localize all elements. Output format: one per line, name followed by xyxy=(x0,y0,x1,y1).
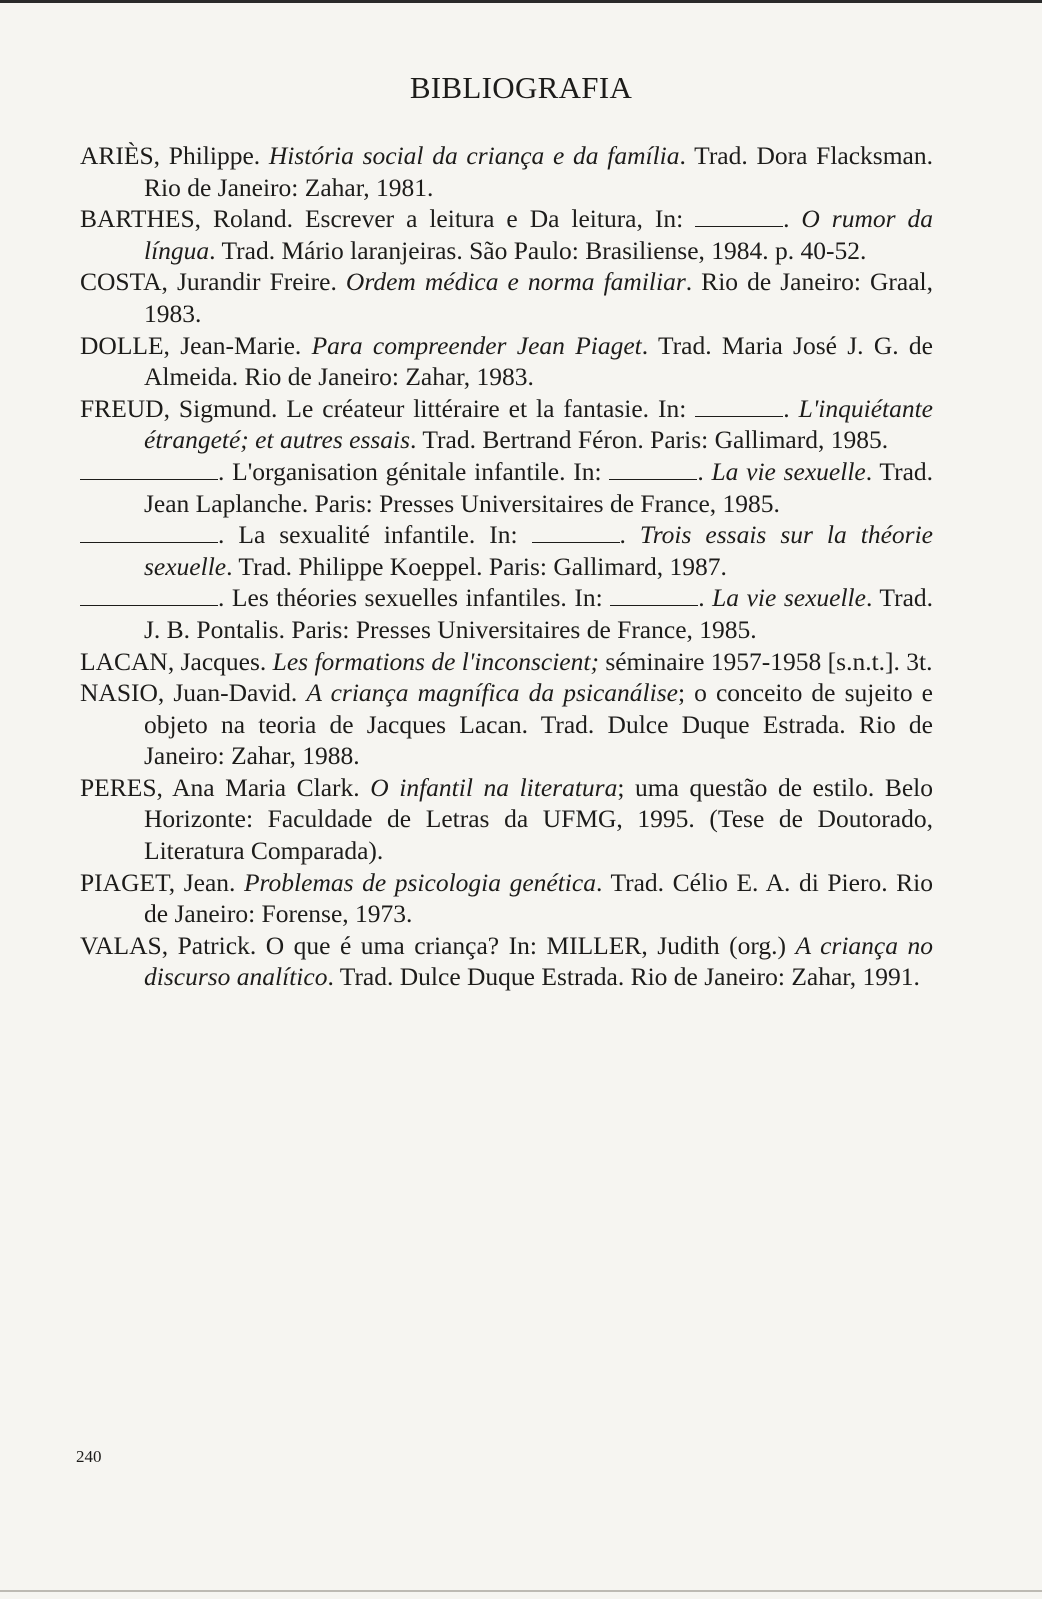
entry-title: La vie sexuelle xyxy=(712,583,866,613)
ditto-rule xyxy=(532,524,620,543)
entry-details: ; o conceito de sujeito e objeto na teoria de Jacques Lacan. Trad. Dulce Duque Estrada. Rio de Janeiro: Zahar, 1988. xyxy=(144,678,933,771)
entry-details: . Rio de Janeiro: Graal, 1983. xyxy=(144,267,933,328)
entry-title: L'inquiétante étrangeté; et autres essais xyxy=(144,393,934,455)
entry-title: Para compreender Jean Piaget xyxy=(311,330,642,360)
entry-author: NASIO, Juan-David. xyxy=(80,678,307,708)
entry-chapter: Le créateur littéraire et la fantasie. In: xyxy=(286,393,696,423)
entry-chapter: O que é uma criança? In: MILLER, Judith (org.) xyxy=(265,930,796,960)
entry-author: VALAS, Patrick. xyxy=(80,930,266,960)
entry-title: Problemas de psicologia genética xyxy=(243,867,596,897)
entry-chapter: La sexualité infantile. In: xyxy=(238,520,532,550)
entry-details: . Trad. Dora Flacksman. Rio de Janeiro: Zahar, 1981. xyxy=(144,141,934,202)
entry-separator: . xyxy=(218,583,232,613)
entry-title: La vie sexuelle xyxy=(711,456,866,486)
page-title: BIBLIOGRAFIA xyxy=(409,70,633,105)
bibliography-entry-lacan xyxy=(80,646,933,678)
entry-separator: . xyxy=(697,456,712,486)
entry-separator: . xyxy=(218,456,233,486)
entry-author: PERES, Ana Maria Clark. xyxy=(80,772,371,802)
entry-details: . Trad. Dulce Duque Estrada. Rio de Janeiro: Zahar, 1991. xyxy=(327,962,920,992)
bibliography-entry-dolle xyxy=(80,330,933,393)
bibliography-entry-costa xyxy=(80,266,933,329)
entry-details: . Trad. Jean Laplanche. Paris: Presses Universitaires de France, 1985. xyxy=(144,456,934,518)
bibliography-entry-freud-organisation xyxy=(80,456,933,519)
bibliography-entry-freud-sexualite xyxy=(80,519,933,582)
page-number: 240 xyxy=(76,1447,102,1466)
entry-title: Les formations de l'inconscient; xyxy=(272,646,599,676)
entry-title: A criança magnífica da psicanálise xyxy=(306,678,678,708)
entry-title: O rumor da língua xyxy=(144,204,933,265)
bibliography-entry-freud xyxy=(80,393,933,456)
entry-author: LACAN, Jacques. xyxy=(80,646,273,676)
entry-author: DOLLE, Jean-Marie. xyxy=(80,330,312,360)
entry-details: séminaire 1957-1958 [s.n.t.]. 3t. xyxy=(598,646,933,676)
entry-separator: . xyxy=(783,393,799,423)
entry-author: COSTA, Jurandir Freire. xyxy=(80,267,346,297)
bibliography-entry-peres xyxy=(80,772,933,867)
entry-details: . Trad. Célio E. A. di Piero. Rio de Janeiro: Forense, 1973. xyxy=(144,867,933,929)
ditto-author-rule xyxy=(80,587,218,606)
ditto-author-rule xyxy=(80,524,218,543)
entry-chapter: Les théories sexuelles infantiles. In: xyxy=(231,583,611,613)
ditto-author-rule xyxy=(80,461,218,480)
entry-chapter: L'organisation génitale infantile. In: xyxy=(232,456,610,486)
bottom-scan-border xyxy=(0,1590,1042,1592)
entry-title: Trois essais sur la théorie sexuelle xyxy=(144,520,933,581)
entry-details: . Trad. Bertrand Féron. Paris: Gallimard, 1985. xyxy=(410,425,889,455)
bibliography-entry-freud-theories xyxy=(80,582,933,645)
entry-separator: . xyxy=(698,583,713,613)
entry-author: ARIÈS, Philippe. xyxy=(80,141,269,170)
bibliography-entry-nasio xyxy=(80,677,933,772)
entry-title: Ordem médica e norma familiar xyxy=(345,267,686,297)
bibliography-entry-barthes xyxy=(80,203,933,266)
bibliography-list xyxy=(80,140,933,993)
entry-author: BARTHES, Roland. xyxy=(80,204,305,234)
bibliography-entry-valas xyxy=(80,930,933,993)
entry-separator: . xyxy=(783,204,802,234)
entry-details: . Trad. Mário laranjeiras. São Paulo: Brasiliense, 1984. p. 40-52. xyxy=(209,235,867,265)
entry-details: . Trad. J. B. Pontalis. Paris: Presses Universitaires de France, 1985. xyxy=(144,583,934,644)
entry-author: FREUD, Sigmund. xyxy=(80,393,287,423)
ditto-rule xyxy=(610,587,698,606)
entry-title: O infantil na literatura xyxy=(370,772,618,802)
ditto-rule xyxy=(695,398,783,417)
entry-title: História social da criança e da família xyxy=(268,141,680,170)
entry-separator: . xyxy=(619,520,640,550)
entry-details: ; uma questão de estilo. Belo Horizonte: Faculdade de Letras da UFMG, 1995. (Tese de Doutorado, Literatura Comparada). xyxy=(144,772,934,866)
entry-title: A criança no discurso analítico xyxy=(144,930,934,992)
ditto-rule xyxy=(609,461,697,480)
top-scan-border xyxy=(0,0,1042,3)
entry-separator: . xyxy=(218,520,239,550)
entry-author: PIAGET, Jean. xyxy=(80,867,244,897)
bibliography-entry-piaget xyxy=(80,867,933,930)
entry-details: . Trad. Maria José J. G. de Almeida. Rio de Janeiro: Zahar, 1983. xyxy=(144,330,934,392)
bibliography-entry-aries xyxy=(80,140,933,203)
entry-details: . Trad. Philippe Koeppel. Paris: Gallimard, 1987. xyxy=(226,551,727,581)
ditto-rule xyxy=(695,208,783,227)
entry-chapter: Escrever a leitura e Da leitura, In: xyxy=(304,204,696,234)
